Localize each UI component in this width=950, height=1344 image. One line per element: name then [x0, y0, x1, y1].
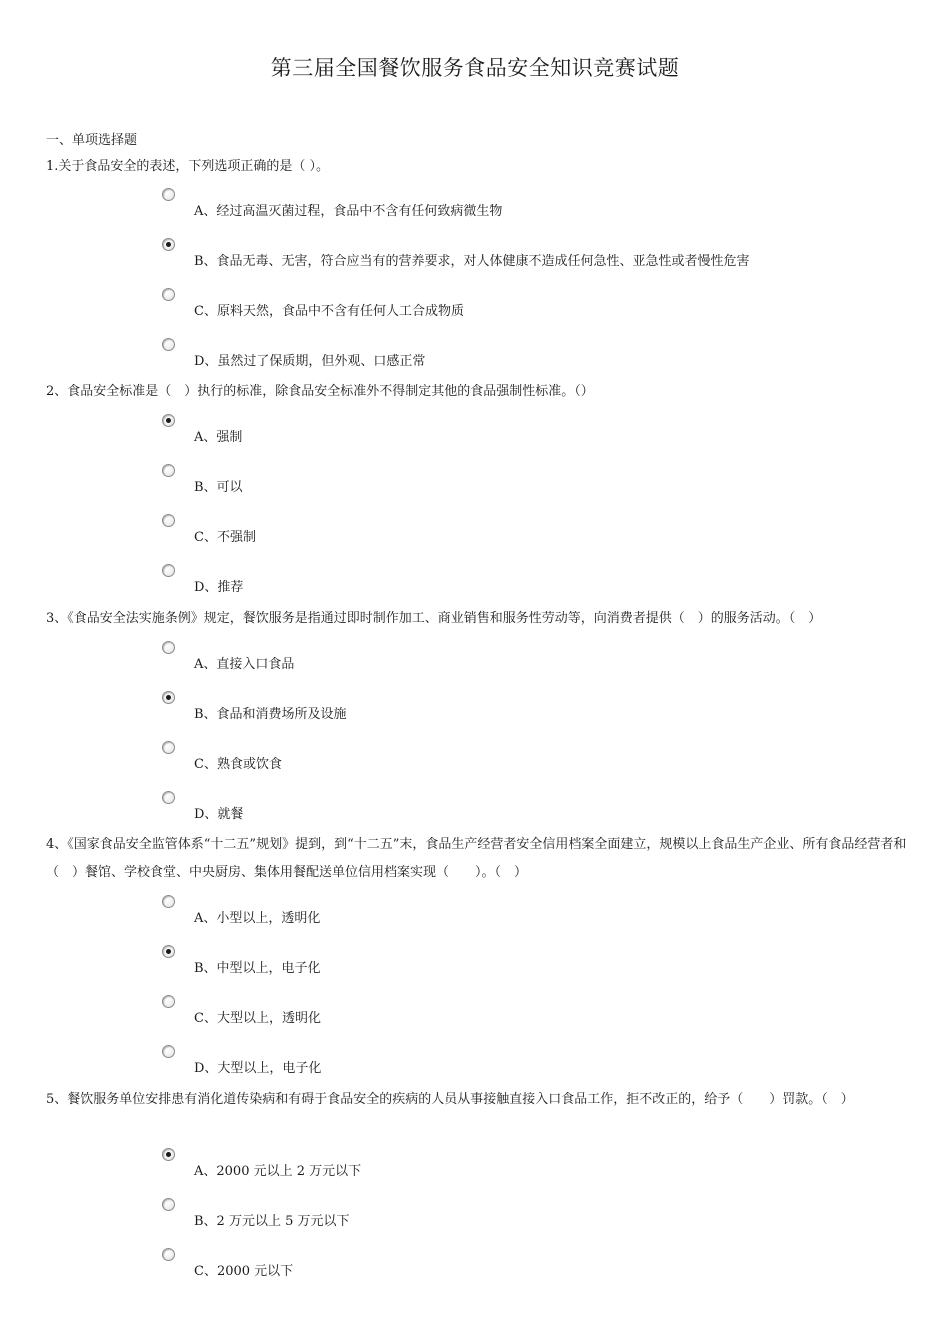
option-label: D、就餐: [194, 807, 244, 822]
radio-button[interactable]: [162, 1045, 175, 1058]
option-label: D、大型以上，电子化: [194, 1061, 322, 1076]
option-label: A、小型以上，透明化: [194, 911, 321, 926]
radio-button[interactable]: [162, 1198, 175, 1211]
option-label: C、大型以上，透明化: [194, 1011, 321, 1026]
radio-button[interactable]: [162, 1148, 175, 1161]
option-label: C、原料天然，食品中不含有任何人工合成物质: [194, 304, 464, 319]
option-label: B、食品无毒、无害，符合应当有的营养要求，对人体健康不造成任何急性、亚急性或者慢性危害: [194, 254, 750, 269]
question-4: 4、《国家食品安全监管体系“十二五”规划》提到，到“十二五”末，食品生产经营者安全信用档案全面建立，规模以上食品生产企业、所有食品经营者和（ ）餐馆、学校食堂、中央厨房、集体用餐配送单位信用档案实现（ ）。（ ）: [46, 837, 907, 880]
option-label: D、推荐: [194, 580, 244, 595]
option-5b[interactable]: [162, 1198, 862, 1242]
option-label: A、直接入口食品: [194, 657, 295, 672]
option-2c[interactable]: [162, 514, 862, 558]
option-5c[interactable]: [162, 1248, 862, 1292]
option-label: B、2 万元以上 5 万元以下: [194, 1214, 350, 1229]
option-1c[interactable]: [162, 288, 862, 332]
option-3c[interactable]: [162, 741, 862, 785]
section-heading: 一、单项选择题: [46, 133, 138, 148]
option-4a[interactable]: [162, 895, 862, 939]
radio-button[interactable]: [162, 691, 175, 704]
question-2: 2、食品安全标准是（ ）执行的标准，除食品安全标准外不得制定其他的食品强制性标准。（）: [46, 384, 594, 399]
option-label: B、可以: [194, 480, 243, 495]
option-3d[interactable]: [162, 791, 862, 835]
radio-button[interactable]: [162, 464, 175, 477]
option-1a[interactable]: [162, 188, 862, 232]
radio-button[interactable]: [162, 414, 175, 427]
question-1: 1.关于食品安全的表述，下列选项正确的是（ ）。: [46, 159, 330, 174]
page-title: 第三届全国餐饮服务食品安全知识竞赛试题: [270, 56, 680, 80]
question-3: 3、《食品安全法实施条例》规定，餐饮服务是指通过即时制作加工、商业销售和服务性劳动等，向消费者提供（ ）的服务活动。（ ）: [46, 611, 822, 626]
option-label: C、不强制: [194, 530, 256, 545]
option-label: B、食品和消费场所及设施: [194, 707, 347, 722]
option-4b[interactable]: [162, 945, 862, 989]
radio-button[interactable]: [162, 945, 175, 958]
option-3a[interactable]: [162, 641, 862, 685]
option-2a[interactable]: [162, 414, 862, 458]
option-label: A、经过高温灭菌过程，食品中不含有任何致病微生物: [194, 204, 503, 219]
option-1b[interactable]: [162, 238, 862, 282]
option-label: A、2000 元以上 2 万元以下: [194, 1164, 362, 1179]
option-label: A、强制: [194, 430, 243, 445]
question-5: 5、餐饮服务单位安排患有消化道传染病和有碍于食品安全的疾病的人员从事接触直接入口食品工作，拒不改正的，给予（ ）罚款。（ ）: [46, 1092, 854, 1107]
radio-button[interactable]: [162, 995, 175, 1008]
radio-button[interactable]: [162, 641, 175, 654]
radio-button[interactable]: [162, 338, 175, 351]
option-label: D、虽然过了保质期，但外观、口感正常: [194, 354, 426, 369]
option-label: B、中型以上，电子化: [194, 961, 321, 976]
radio-button[interactable]: [162, 188, 175, 201]
radio-button[interactable]: [162, 288, 175, 301]
radio-button[interactable]: [162, 741, 175, 754]
option-label: C、2000 元以下: [194, 1264, 294, 1279]
option-2d[interactable]: [162, 564, 862, 608]
option-4d[interactable]: [162, 1045, 862, 1089]
radio-button[interactable]: [162, 514, 175, 527]
option-label: C、熟食或饮食: [194, 757, 282, 772]
option-1d[interactable]: [162, 338, 862, 382]
option-5a[interactable]: [162, 1148, 862, 1192]
radio-button[interactable]: [162, 1248, 175, 1261]
radio-button[interactable]: [162, 238, 175, 251]
option-2b[interactable]: [162, 464, 862, 508]
option-4c[interactable]: [162, 995, 862, 1039]
radio-button[interactable]: [162, 895, 175, 908]
radio-button[interactable]: [162, 564, 175, 577]
option-3b[interactable]: [162, 691, 862, 735]
radio-button[interactable]: [162, 791, 175, 804]
